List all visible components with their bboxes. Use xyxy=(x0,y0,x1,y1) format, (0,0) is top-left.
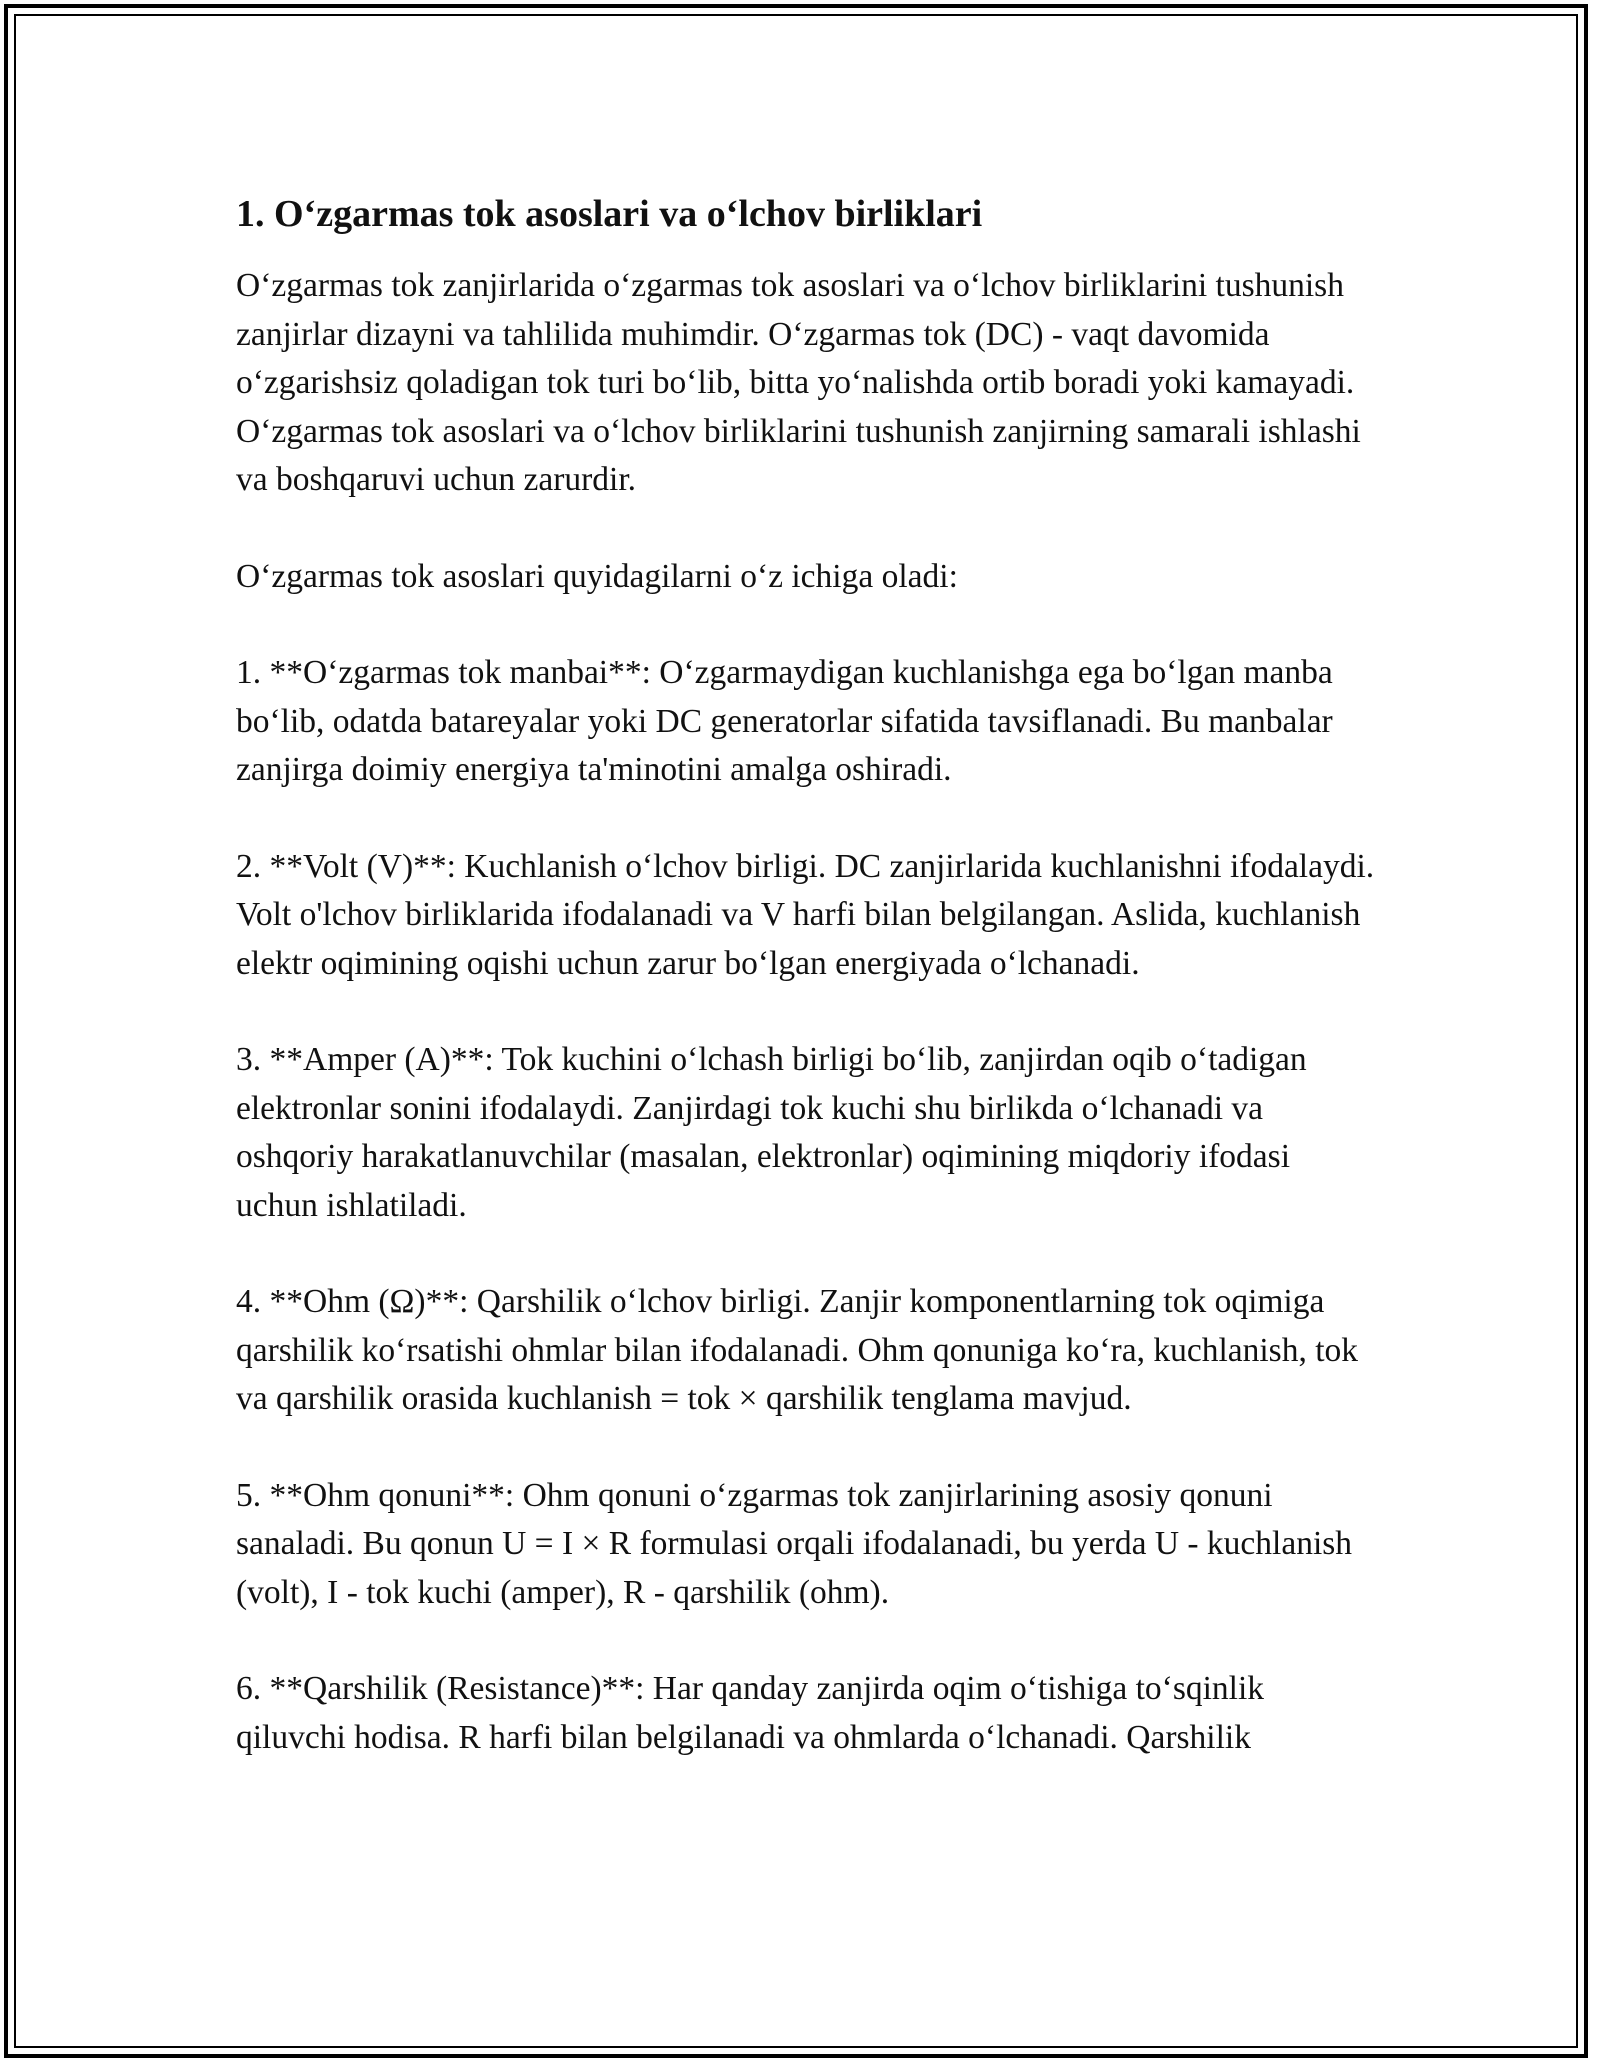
list-item-ohm: 4. **Ohm (Ω)**: Qarshilik o‘lchov birligi. Zanjir komponentlarning tok oqimiga qarshilik ko‘rsatishi ohmlar bilan ifodalanadi. Ohm qonuniga ko‘ra, kuchlanish, tok va qarshilik orasida kuchlanish = tok × qarshilik tenglama mavjud. xyxy=(236,1283,1359,1417)
list-item-dc-source: 1. **O‘zgarmas tok manbai**: O‘zgarmaydigan kuchlanishga ega bo‘lgan manba bo‘lib, odatda batareyalar yoki DC generatorlar sifatida tavsiflanadi. Bu manbalar zanjirga doimiy energiya ta'minotini amalga oshiradi. xyxy=(236,654,1333,788)
list-item-ampere: 3. **Amper (A)**: Tok kuchini o‘lchash birligi bo‘lib, zanjirdan oqib o‘tadigan elektronlar sonini ifodalaydi. Zanjirdagi tok kuchi shu birlikda o‘lchanadi va oshqoriy harakatlanuvchilar (masalan, elektronlar) oqimining miqdoriy ifodasi uchun ishlatiladi. xyxy=(236,1041,1307,1224)
document-body xyxy=(236,188,1376,1810)
list-item-ohms-law: 5. **Ohm qonuni**: Ohm qonuni o‘zgarmas tok zanjirlarining asosiy qonuni sanaladi. Bu qonun U = I × R formulasi orqali ifodalanadi, bu yerda U - kuchlanish (volt), I - tok kuchi (amper), R - qarshilik (ohm). xyxy=(236,1476,1353,1611)
list-item-resistance: 6. **Qarshilik (Resistance)**: Har qanday zanjirda oqim o‘tishiga to‘sqinlik qiluvchi hodisa. R harfi bilan belgilanadi va ohmlarda o‘lchanadi. Qarshilik xyxy=(236,1670,1265,1756)
list-item-volt: 2. **Volt (V)**: Kuchlanish o‘lchov birligi. DC zanjirlarida kuchlanishni ifodalaydi. Volt o'lchov birliklarida ifodalanadi va V harfi bilan belgilangan. Aslida, kuchlanish elektr oqimining oqishi uchun zarur bo‘lgan energiyada o‘lchanadi. xyxy=(236,847,1375,982)
section-title: 1. O‘zgarmas tok asoslari va o‘lchov birliklari xyxy=(236,193,983,235)
intro-paragraph: O‘zgarmas tok zanjirlarida o‘zgarmas tok asoslari va o‘lchov birliklarini tushunish zanjirlar dizayni va tahlilida muhimdir. O‘zgarmas tok (DC) - vaqt davomida o‘zgarishsiz qoladigan tok turi bo‘lib, bitta yo‘nalishda ortib boradi yoki kamayadi. O‘zgarmas tok asoslari va o‘lchov birliklarini tushunish zanjirning samarali ishlashi va boshqaruvi uchun zarurdir. xyxy=(236,267,1361,498)
list-lead-paragraph: O‘zgarmas tok asoslari quyidagilarni o‘z ichiga oladi: xyxy=(236,557,958,595)
